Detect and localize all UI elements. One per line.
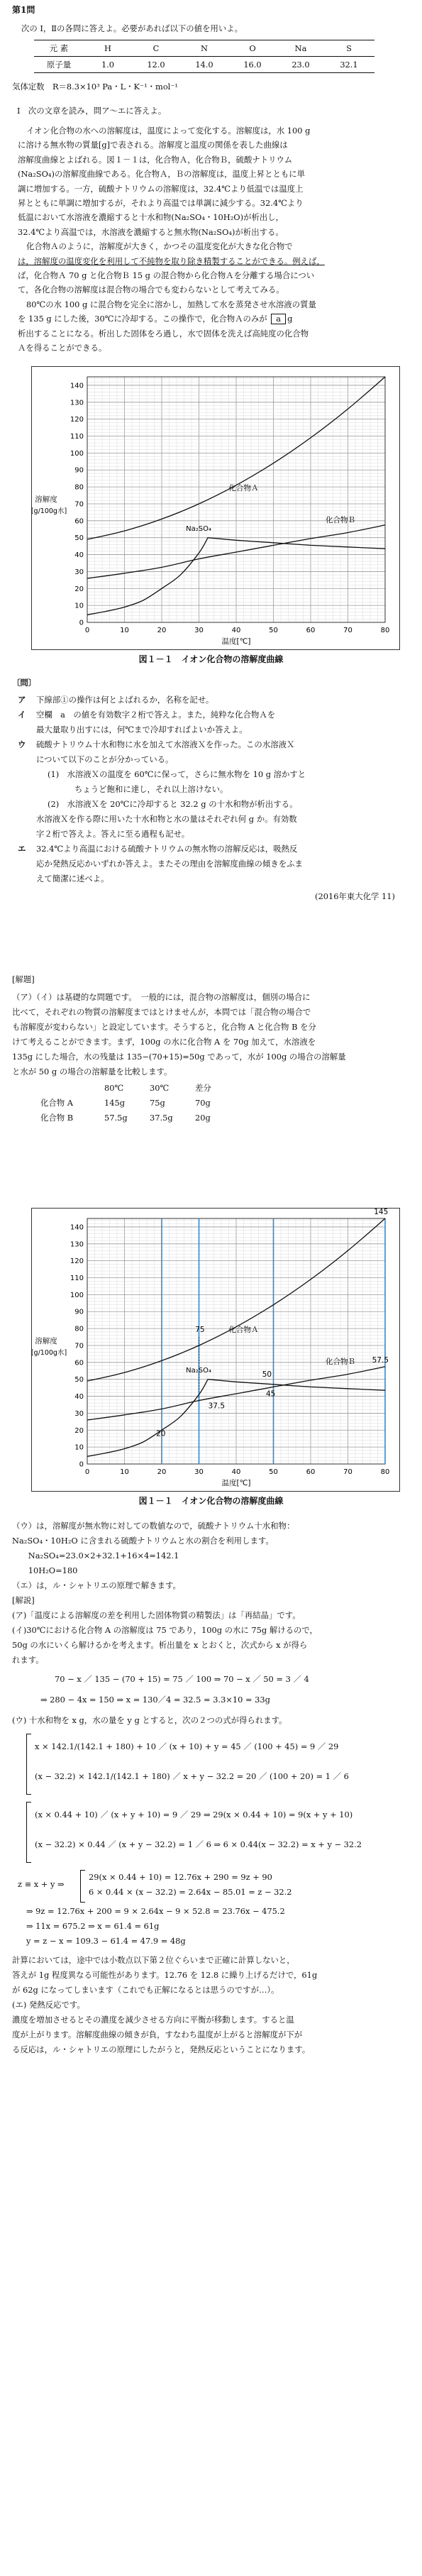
instruction: 次の Ⅰ，Ⅱの各問に答えよ。必要があれば以下の値を用いよ。 [21, 23, 243, 33]
question-text: 硫酸ナトリウム十水和物に水を加えて水溶液Ｘを作った。この水溶液Ｘ [36, 739, 295, 749]
compare-table-cell: 37.5g [150, 1113, 173, 1123]
question-text: 下線部①の操作は何とよばれるか，名称を記せ。 [36, 695, 214, 705]
passage-line: 低温において水溶液を濃縮すると十水和物(Na₂SO₄・10H₂O)が析出し， [18, 212, 284, 223]
passage-line: 調に増加する。一方，硫酸ナトリウムの溶解度は，32.4℃より低温では温度上 [18, 183, 304, 194]
answer-text: 答えが 1g 程度異なる可能性があります。12.76 を 12.8 に繰り上げるだけで，61g [12, 1970, 318, 1980]
y-axis-unit: [g/100g水] [32, 507, 67, 515]
x-tick-label: 30 [194, 627, 204, 634]
equation: (x − 32.2) × 142.1/(142.1 + 180) ／ x + y − 32.2 = 20 ／ (100 + 20) = 1 ／ 6 [35, 1771, 349, 1781]
x-tick-label: 70 [343, 627, 352, 634]
answer-text: が 62g になってしまいます（これでも正解になるとは思うのですが…）。 [12, 1985, 279, 1995]
equation: y = z − x = 109.3 − 61.4 = 47.9 = 48g [26, 1936, 186, 1946]
answer-text: 濃度を増加させるとその濃度を減少させる方向に平衡が移動します。すると温 [12, 2015, 294, 2025]
y-tick-label: 30 [74, 1409, 84, 1418]
answer-text: (イ)30℃における化合物 A の溶解度は 75 であり，100g の水に 75g 解けるので， [12, 1625, 318, 1635]
series-label-a: 化合物Ａ [228, 483, 259, 492]
answer-text: (ア)「温度による溶解度の差を利用した固体物質の精製法」は「再結晶」です。 [12, 1610, 301, 1620]
source-citation: (2016年東大化学 11) [315, 891, 395, 901]
y-tick-label: 70 [74, 1342, 84, 1350]
passage-line: (Na₂SO₄)の溶解度曲線である。化合物Ａ，Ｂの溶解度は，温度上昇とともに単 [18, 169, 306, 180]
y-tick-label: 120 [70, 1257, 84, 1266]
figure-2-frame [31, 1208, 400, 1492]
atomic-mass-table [34, 40, 374, 73]
passage-line: ば，化合物Ａ 70 g と化合物Ｂ 15 g の混合物から化合物Ａを分離する場合につい [18, 270, 315, 280]
y-tick-label: 20 [74, 1426, 84, 1435]
equation-brace [80, 1870, 85, 1903]
answer-text: けて考えることができます。まず，100g の水に化合物 A を 70g 加えて，水溶液を [12, 1037, 316, 1047]
compare-table-cell: 80℃ [104, 1083, 124, 1093]
y-axis-unit: [g/100g水] [32, 1349, 67, 1357]
question-text: 字２桁で答えよ。答えに至る過程も記せ。 [36, 829, 190, 839]
answer-text: Na₂SO₄・10H₂O に含まれる硫酸ナトリウムと水の割合を利用します。 [12, 1536, 274, 1546]
y-tick-label: 80 [74, 1325, 84, 1333]
passage-line: 化合物Ａのように，溶解度が大きく，かつその温度変化が大きな化合物で [26, 241, 293, 252]
y-tick-label: 20 [74, 585, 84, 593]
x-tick-label: 60 [306, 627, 316, 634]
x-tick-label: 40 [231, 627, 241, 634]
series-label-b: 化合物Ｂ [326, 1358, 355, 1367]
sub-question-text: (1) 水溶液Ｘの温度を 60℃に保って，さらに無水物を 10 g 溶かすと [48, 769, 306, 779]
answer-text: （ア）（イ）は基礎的な問題です。 一般的には，混合物の溶解度は，個別の場合に [12, 992, 311, 1002]
x-tick-label: 80 [380, 1468, 390, 1476]
equation: 70 − x ／ 135 − (70 + 15) = 75 ／ 100 ⇒ 70 − x ／ 50 = 3 ／ 4 [55, 1674, 309, 1684]
series-label-na2so4: Na₂SO₄ [186, 1367, 211, 1375]
y-tick-label: 140 [70, 1223, 84, 1232]
answer-text: と水が 50 g の場合の溶解量を比較します。 [12, 1067, 172, 1077]
x-tick-label: 80 [380, 627, 390, 634]
element-cell: H [104, 43, 111, 53]
answer-text: 計算においては，途中では小数点以下第２位ぐらいまで正確に計算しないと， [12, 1955, 295, 1965]
figure-1-frame [31, 366, 400, 650]
passage-line: 溶解度曲線とよばれる。図１－１は，化合物Ａ，化合物Ｂ，硫酸ナトリウム [18, 154, 293, 165]
equation: z ≡ x + y ⇒ [18, 1879, 65, 1889]
x-tick-label: 0 [84, 1468, 90, 1476]
answer-text: 比べて，それぞれの物質の溶解度まではとけませんが，本問では「混合物の場合で [12, 1007, 311, 1017]
annotation-label: 37.5 [208, 1402, 226, 1411]
figure-1-caption: 図１－１ イオン化合物の溶解度曲線 [138, 654, 284, 664]
x-tick-label: 10 [120, 627, 129, 634]
y-tick-label: 110 [70, 433, 84, 441]
compare-table-cell: 20g [195, 1113, 211, 1123]
equation: ⇒ 11x = 675.2 ⇒ x = 61.4 = 61g [26, 1921, 160, 1931]
answer-text: （エ）は，ル・シャトリエの原理で解きます。 [12, 1580, 181, 1590]
blank-a-unit: g [287, 314, 293, 324]
y-tick-label: 70 [74, 500, 84, 509]
x-tick-label: 30 [194, 1468, 204, 1476]
problem-title: 第1問 [12, 5, 35, 15]
passage-line: に溶ける無水物の質量[g]で表される。溶解度と温度の関係を表した曲線は [18, 140, 288, 150]
gas-constant: 気体定数 R＝8.3×10³ Pa・L・K⁻¹・mol⁻¹ [12, 82, 178, 92]
x-axis-label: 温度[℃] [221, 1479, 251, 1487]
passage-line: を 135 g にした後，30℃に冷却する。この操作で，化合物Ａのみが a g [18, 314, 293, 324]
y-tick-label: 10 [74, 602, 84, 610]
answer-text: も溶解度が変わらない」と設定しています。そうすると，化合物 A と化合物 B を分 [12, 1022, 316, 1032]
annotation-label: 45 [266, 1389, 276, 1399]
compare-table-cell: 化合物 B [40, 1113, 74, 1123]
x-tick-label: 0 [84, 627, 90, 634]
sub-question-text: (2) 水溶液Ｘを 20℃に冷却すると 32.2 g の十水和物が析出する。 [48, 799, 298, 809]
passage-line: 80℃の水 100 g に混合物を完全に溶かし，加熱して水を蒸発させ水溶液の質量 [26, 299, 316, 309]
question-label: ア [18, 695, 26, 705]
question-label: イ [18, 710, 26, 720]
mass-cell: 32.1 [340, 60, 358, 70]
y-tick-label: 120 [70, 416, 84, 424]
x-tick-label: 60 [306, 1468, 316, 1476]
explanation-heading: [解説] [12, 1595, 35, 1605]
compare-table-cell: 57.5g [104, 1113, 128, 1123]
compare-table-cell: 70g [195, 1098, 211, 1108]
question-text: 応か発熱反応かいずれか答えよ。またその理由を溶解度曲線の傾きをふま [36, 859, 303, 869]
element-cell: Na [294, 43, 307, 53]
y-tick-label: 50 [74, 534, 84, 543]
equation: ⇒ 9z = 12.76x + 200 = 9 × 2.64x − 9 × 52.8 = 23.76x − 475.2 [26, 1906, 285, 1916]
x-tick-label: 70 [343, 1468, 352, 1476]
y-tick-label: 100 [70, 449, 84, 458]
passage-line: 析出することになる。析出した固体をろ過し，水で固体を洗えば高純度の化合物 [18, 328, 309, 338]
series-label-b: 化合物Ｂ [326, 516, 355, 525]
answer-text: 10H₂O=180 [12, 1565, 78, 1575]
passage-line: は，溶解度の温度変化を利用して不純物を取り除き精製することができる。例えば， [18, 255, 325, 266]
answer-text: 度が上がります。溶解度曲線の傾きが負，すなわち温度が上がると溶解度が下が [12, 2030, 303, 2040]
annotation-label: 20 [156, 1429, 166, 1438]
question-text: えて簡潔に述べよ。 [36, 874, 109, 884]
y-tick-label: 0 [79, 1460, 84, 1469]
compare-table-cell: 75g [150, 1098, 165, 1108]
answer-text: Na₂SO₄=23.0×2+32.1+16×4=142.1 [12, 1551, 179, 1561]
equation: x × 142.1/(142.1 + 180) + 10 ／ (x + 10) + y = 45 ／ (100 + 45) = 9 ／ 29 [35, 1741, 339, 1751]
equation: 6 × 0.44 × (x − 32.2) = 2.64x − 85.01 = z − 32.2 [89, 1887, 292, 1897]
question-label: ウ [18, 739, 26, 749]
y-tick-label: 80 [74, 483, 84, 492]
sub-question-text: ちょうど飽和に達し，それ以上溶けない。 [74, 784, 228, 794]
mass-cell: 1.0 [101, 60, 115, 70]
element-row-label: 元 素 [49, 43, 69, 53]
compare-table-cell: 145g [104, 1098, 126, 1108]
question-text: 32.4℃より高温における硫酸ナトリウムの無水物の溶解反応は，吸熱反 [36, 844, 298, 854]
y-tick-label: 130 [70, 399, 84, 407]
annotation-label: 75 [195, 1325, 205, 1334]
question-text: について以下のことが分かっている。 [36, 754, 174, 764]
y-axis-label: 溶解度 [35, 1337, 57, 1345]
y-tick-label: 90 [74, 1308, 84, 1316]
compare-table-cell: 化合物 A [40, 1098, 74, 1108]
x-tick-label: 50 [269, 1468, 278, 1476]
equation-brace [26, 1802, 31, 1863]
x-axis-label: 温度[℃] [221, 637, 251, 646]
y-tick-label: 40 [74, 551, 84, 560]
questions-label: 〔問〕 [12, 678, 37, 688]
element-cell: C [152, 43, 160, 53]
y-tick-label: 40 [74, 1393, 84, 1402]
y-axis-label: 溶解度 [35, 495, 57, 504]
blank-a-box: a [271, 314, 286, 324]
mass-row-label: 原子量 [46, 60, 72, 70]
question-label: エ [18, 844, 26, 854]
compare-table-cell: 30℃ [150, 1083, 170, 1093]
answer-text: （ウ）は，溶解度が無水物に対しての数値なので，硫酸ナトリウム十水和物： [12, 1521, 295, 1531]
equation: (x − 32.2) × 0.44 ／ (x + y − 32.2) = 1 ／ 6 ⇒ 6 × 0.44(x − 32.2) = x + y − 32.2 [35, 1839, 362, 1849]
passage-line: て，各化合物の溶解度は混合物の場合でも変わらないとして考えてみる。 [18, 285, 284, 295]
y-tick-label: 140 [70, 382, 84, 390]
y-tick-label: 50 [74, 1376, 84, 1385]
solubility-chart-1 [32, 367, 399, 649]
answer-text: る反応は，ル・シャトリエの原理にしたがうと，発熱反応ということになります。 [12, 2044, 311, 2054]
passage-line: 32.4℃より高温では，水溶液を濃縮すると無水物(Na₂SO₄)が析出する。 [18, 226, 284, 237]
y-tick-label: 30 [74, 568, 84, 576]
question-intro: Ⅰ 次の文章を読み，問ア〜エに答えよ。 [17, 106, 167, 116]
y-tick-label: 100 [70, 1291, 84, 1299]
question-text: 水溶液Ｘを作る際に用いた十水和物と水の量はそれぞれ何 g か。有効数 [36, 814, 297, 824]
annotation-label: 145 [374, 1209, 389, 1217]
answer-heading: [解題] [12, 974, 35, 984]
equation: ⇒ 280 − 4x = 150 ⇒ x = 130／4 = 32.5 = 3.3×10 = 33g [40, 1695, 270, 1705]
x-tick-label: 40 [231, 1468, 241, 1476]
element-cell: O [249, 43, 256, 53]
series-label-a: 化合物Ａ [228, 1325, 259, 1334]
y-tick-label: 90 [74, 466, 84, 475]
x-tick-label: 20 [157, 627, 167, 634]
answer-text: (エ) 発熱反応です。 [12, 2000, 85, 2010]
element-cell: N [201, 43, 208, 53]
passage-line: Ａを得ることができる。 [18, 343, 107, 353]
question-text: 最大量取り出すには，何℃まで冷却すればよいか答えよ。 [36, 725, 248, 734]
annotation-label: 50 [262, 1370, 272, 1380]
answer-text: (ウ) 十水和物を x g，水の量を y g とすると，次の２つの式が得られます。 [12, 1715, 287, 1725]
passage-line: イオン化合物の水への溶解度は，温度によって変化する。溶解度は，水 100 g [26, 126, 311, 136]
equation: 29(x × 0.44 + 10) = 12.76x + 290 = 9z + 90 [89, 1872, 272, 1882]
equation: (x × 0.44 + 10) ／ (x + y + 10) = 9 ／ 29 ⇒ 29(x × 0.44 + 10) = 9(x + y + 10) [35, 1810, 353, 1820]
solubility-chart-2 [32, 1209, 399, 1491]
y-tick-label: 130 [70, 1240, 84, 1249]
element-cell: S [346, 43, 352, 53]
series-label-na2so4: Na₂SO₄ [186, 525, 211, 534]
x-tick-label: 50 [269, 627, 278, 634]
annotation-label: 57.5 [372, 1355, 389, 1365]
compare-table-cell: 差分 [195, 1083, 211, 1093]
answer-text: 135g にした場合，水の残量は 135−(70+15)=50g であって，水が 100g の場合の溶解量 [12, 1052, 346, 1062]
y-tick-label: 60 [74, 1359, 84, 1367]
y-tick-label: 10 [74, 1443, 84, 1452]
answer-text: 50g の水にいくら解けるかを考えます。析出量を x とおくと，次式から x が得ら [12, 1640, 308, 1650]
figure-2-caption: 図１－１ イオン化合物の溶解度曲線 [138, 1496, 284, 1506]
mass-cell: 23.0 [291, 60, 310, 70]
y-tick-label: 0 [79, 619, 84, 627]
passage-line: 昇とともに単調に増加するが，それより高温では単調に減少する。32.4℃より [18, 198, 304, 208]
mass-cell: 16.0 [243, 60, 262, 70]
question-text: 空欄 a の値を有効数字２桁で答えよ。また，純粋な化合物Ａを [36, 710, 276, 720]
x-tick-label: 10 [120, 1468, 129, 1476]
equation-brace [26, 1734, 31, 1795]
x-tick-label: 20 [157, 1468, 167, 1476]
y-tick-label: 60 [74, 517, 84, 526]
mass-cell: 12.0 [147, 60, 165, 70]
answer-text: れます。 [12, 1655, 44, 1665]
y-tick-label: 110 [70, 1275, 84, 1283]
mass-cell: 14.0 [195, 60, 213, 70]
